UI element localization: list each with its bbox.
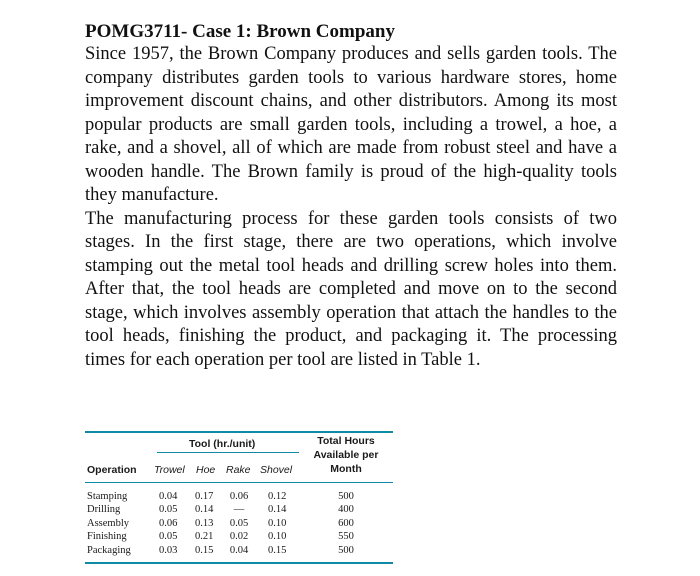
- total-header-line-1: Total Hours: [317, 435, 375, 447]
- cell-total-hours: 400: [338, 504, 354, 516]
- page-title: POMG3711- Case 1: Brown Company: [85, 21, 395, 42]
- cell-trowel: 0.04: [159, 491, 178, 502]
- cell-hoe: 0.14: [195, 504, 214, 516]
- cell-operation: Packaging: [87, 544, 131, 556]
- paragraph-intro: Since 1957, the Brown Company produces and sells garden tools. The company distributes garden tools to various hardware stores, home improvement discount chains, and other distributors. Among its most popular products are small garden tools, including a trowel, a hoe, a rake, and a shovel, all of which are made from robust steel and have a wooden handle. The Brown family is proud of the high-quality tools they manufacture.: [85, 44, 617, 205]
- cell-shovel: 0.14: [268, 504, 287, 516]
- cell-shovel: 0.10: [268, 531, 287, 543]
- cell-total-hours: 550: [338, 531, 354, 543]
- hoe-column: [195, 490, 213, 557]
- trowel-column: [159, 490, 177, 557]
- shovel-column: [268, 490, 286, 557]
- cell-hoe: 0.17: [195, 491, 214, 502]
- table-bottom-rule: [85, 562, 393, 564]
- cell-trowel: 0.06: [159, 517, 178, 529]
- col-header-hoe: Hoe: [196, 464, 216, 476]
- cell-total-hours: 500: [338, 544, 354, 556]
- cell-operation: Finishing: [87, 531, 127, 543]
- cell-rake: —: [233, 504, 245, 516]
- paragraph-process: The manufacturing process for these garden tools consists of two stages. In the first stage, there are two operations, which involve stamping out the metal tool heads and drilling screw holes into them. After that, the tool heads are completed and move on to the second stage, which involves assembly operation that attach the handles to the tool heads, finishing the product, and packaging it. The processing times for each operation per tool are listed in Table 1.: [85, 208, 617, 370]
- col-header-trowel: Trowel: [154, 464, 185, 476]
- cell-total-hours: 600: [338, 517, 354, 529]
- cell-operation: Assembly: [87, 517, 129, 529]
- cell-shovel: 0.10: [268, 517, 287, 529]
- document-body: [85, 20, 617, 372]
- cell-rake: 0.05: [229, 517, 249, 529]
- cell-rake: 0.04: [229, 544, 249, 556]
- rake-column: [226, 490, 252, 557]
- table-top-rule: [85, 431, 393, 433]
- cell-shovel: 0.15: [268, 544, 287, 556]
- cell-total-hours: 500: [338, 491, 354, 502]
- cell-operation: Stamping: [87, 491, 128, 502]
- table-header-rule: [85, 482, 393, 483]
- cell-operation: Drilling: [87, 504, 121, 516]
- operation-column: [87, 490, 131, 557]
- col-header-shovel: Shovel: [260, 464, 293, 476]
- col-header-rake: Rake: [226, 464, 251, 476]
- cell-rake: 0.02: [229, 531, 249, 543]
- cell-trowel: 0.03: [159, 544, 178, 556]
- cell-trowel: 0.05: [159, 504, 178, 516]
- total-header-line-2: Available per: [313, 449, 379, 461]
- cell-hoe: 0.15: [195, 544, 214, 556]
- total-header-line-3: Month: [330, 463, 362, 475]
- cell-hoe: 0.21: [195, 531, 214, 543]
- cell-trowel: 0.05: [159, 531, 178, 543]
- col-header-operation: Operation: [87, 464, 137, 476]
- cell-hoe: 0.13: [195, 517, 214, 529]
- cell-shovel: 0.12: [268, 491, 287, 502]
- group-header-rule: [157, 452, 299, 453]
- total-hours-column: [333, 490, 359, 557]
- tool-group-header: Tool (hr./unit): [189, 438, 256, 450]
- cell-rake: 0.06: [229, 491, 249, 502]
